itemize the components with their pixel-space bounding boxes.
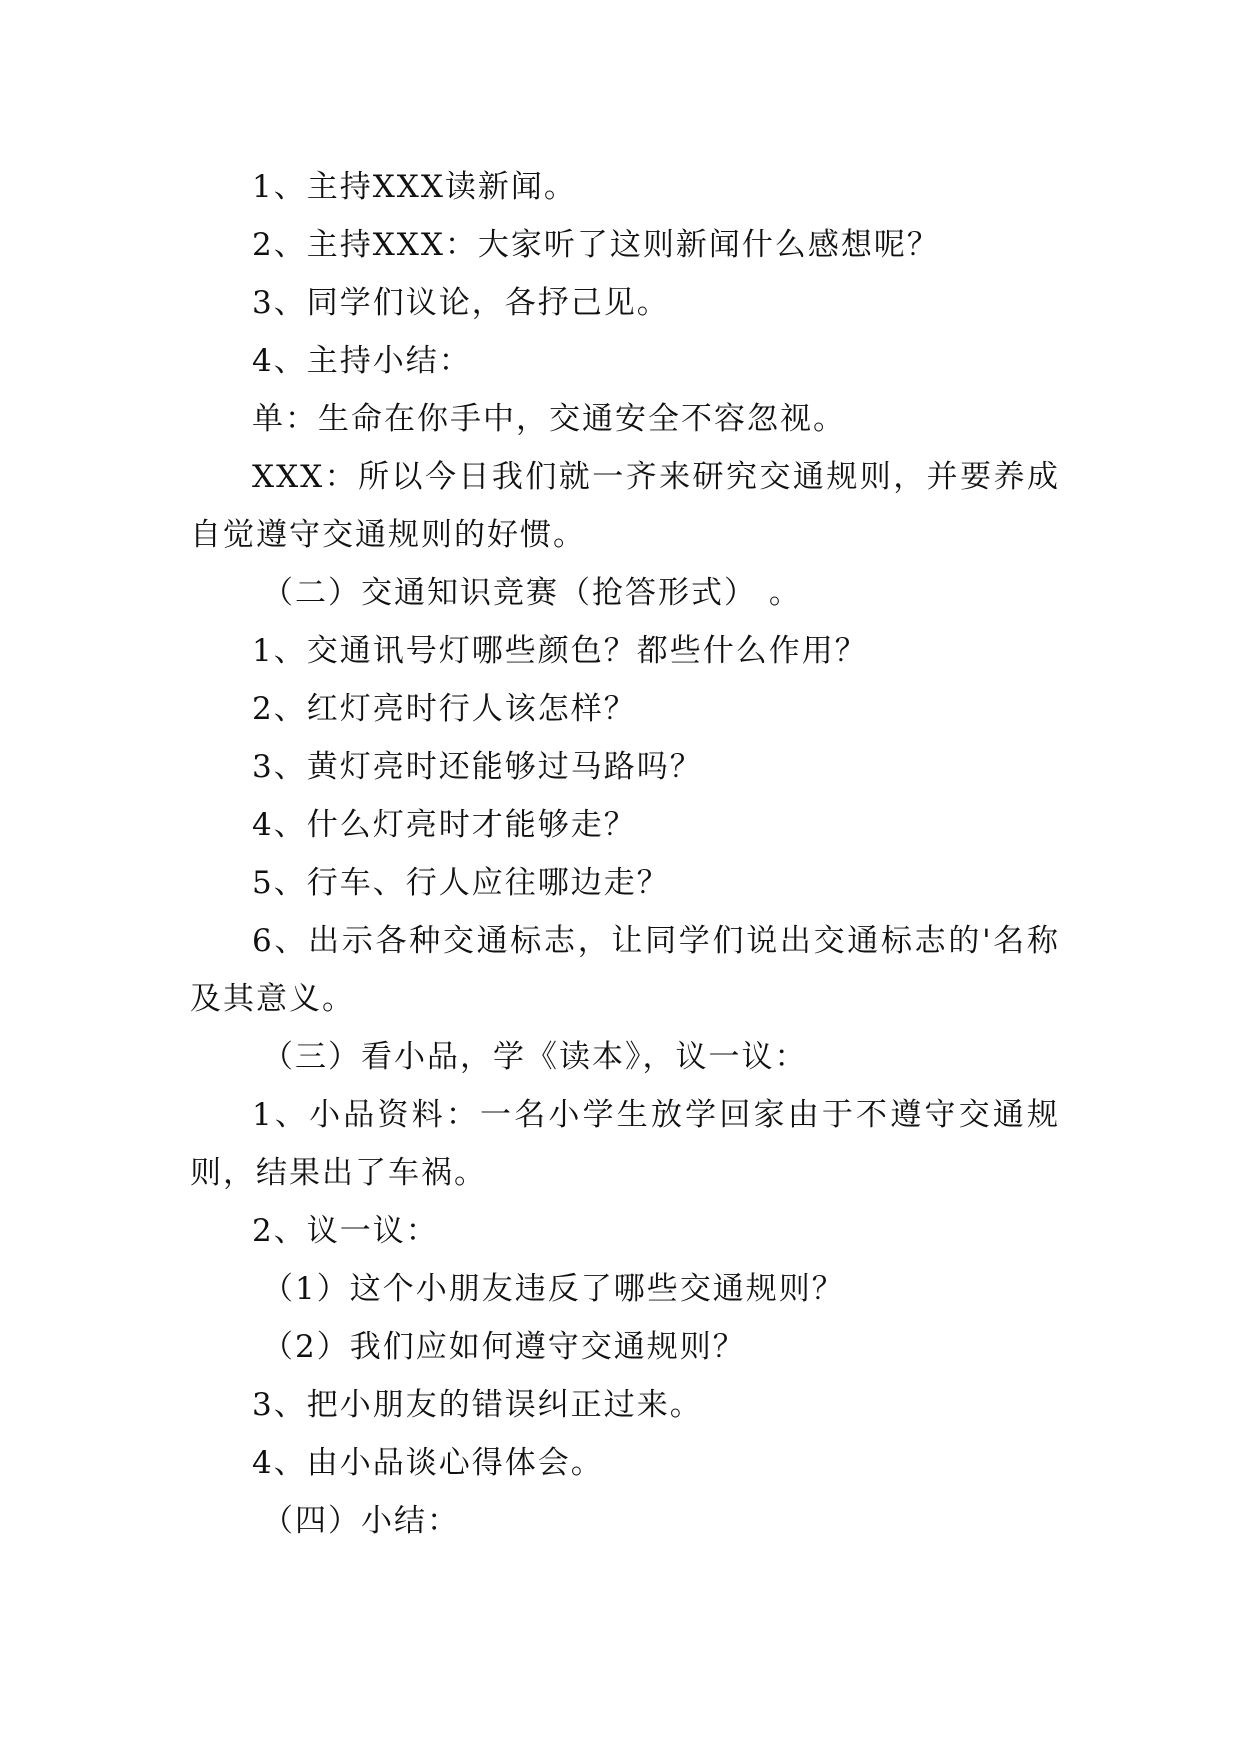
text-line: 4、由小品谈心得体会。 — [252, 1445, 604, 1481]
text-line: 2、主持XXX：大家听了这则新闻什么感想呢？ — [252, 227, 940, 263]
text-line: （2）我们应如何遵守交通规则？ — [262, 1329, 746, 1365]
text-line: 3、把小朋友的错误纠正过来。 — [252, 1387, 703, 1423]
text-line: 1、主持XXX读新闻。 — [252, 169, 577, 205]
text-line: 4、什么灯亮时才能够走？ — [252, 807, 637, 843]
section-heading: （三）看小品，学《读本》，议一议： — [262, 1039, 808, 1075]
document-body — [190, 158, 1060, 1550]
text-paragraph: 6、出示各种交通标志，让同学们说出交通标志的'名称及其意义。 — [190, 923, 1060, 1017]
text-paragraph: XXX：所以今日我们就一齐来研究交通规则，并要养成自觉遵守交通规则的好惯。 — [190, 459, 1060, 553]
text-line: 2、议一议： — [252, 1213, 439, 1249]
text-line: 3、黄灯亮时还能够过马路吗？ — [252, 749, 703, 785]
text-line: 2、红灯亮时行人该怎样？ — [252, 691, 637, 727]
section-heading: （二）交通知识竞赛（抢答形式） 。 — [262, 575, 802, 611]
text-line: 1、交通讯号灯哪些颜色？都些什么作用？ — [252, 633, 868, 669]
text-line: 单：生命在你手中，交通安全不容忽视。 — [252, 401, 846, 437]
text-line: （1）这个小朋友违反了哪些交通规则？ — [262, 1271, 845, 1307]
text-line: 5、行车、行人应往哪边走？ — [252, 865, 670, 901]
text-line: 3、同学们议论，各抒己见。 — [252, 285, 670, 321]
text-paragraph: 1、小品资料：一名小学生放学回家由于不遵守交通规则，结果出了车祸。 — [190, 1097, 1060, 1191]
text-line: 4、主持小结： — [252, 343, 472, 379]
section-heading: （四）小结： — [262, 1503, 460, 1539]
